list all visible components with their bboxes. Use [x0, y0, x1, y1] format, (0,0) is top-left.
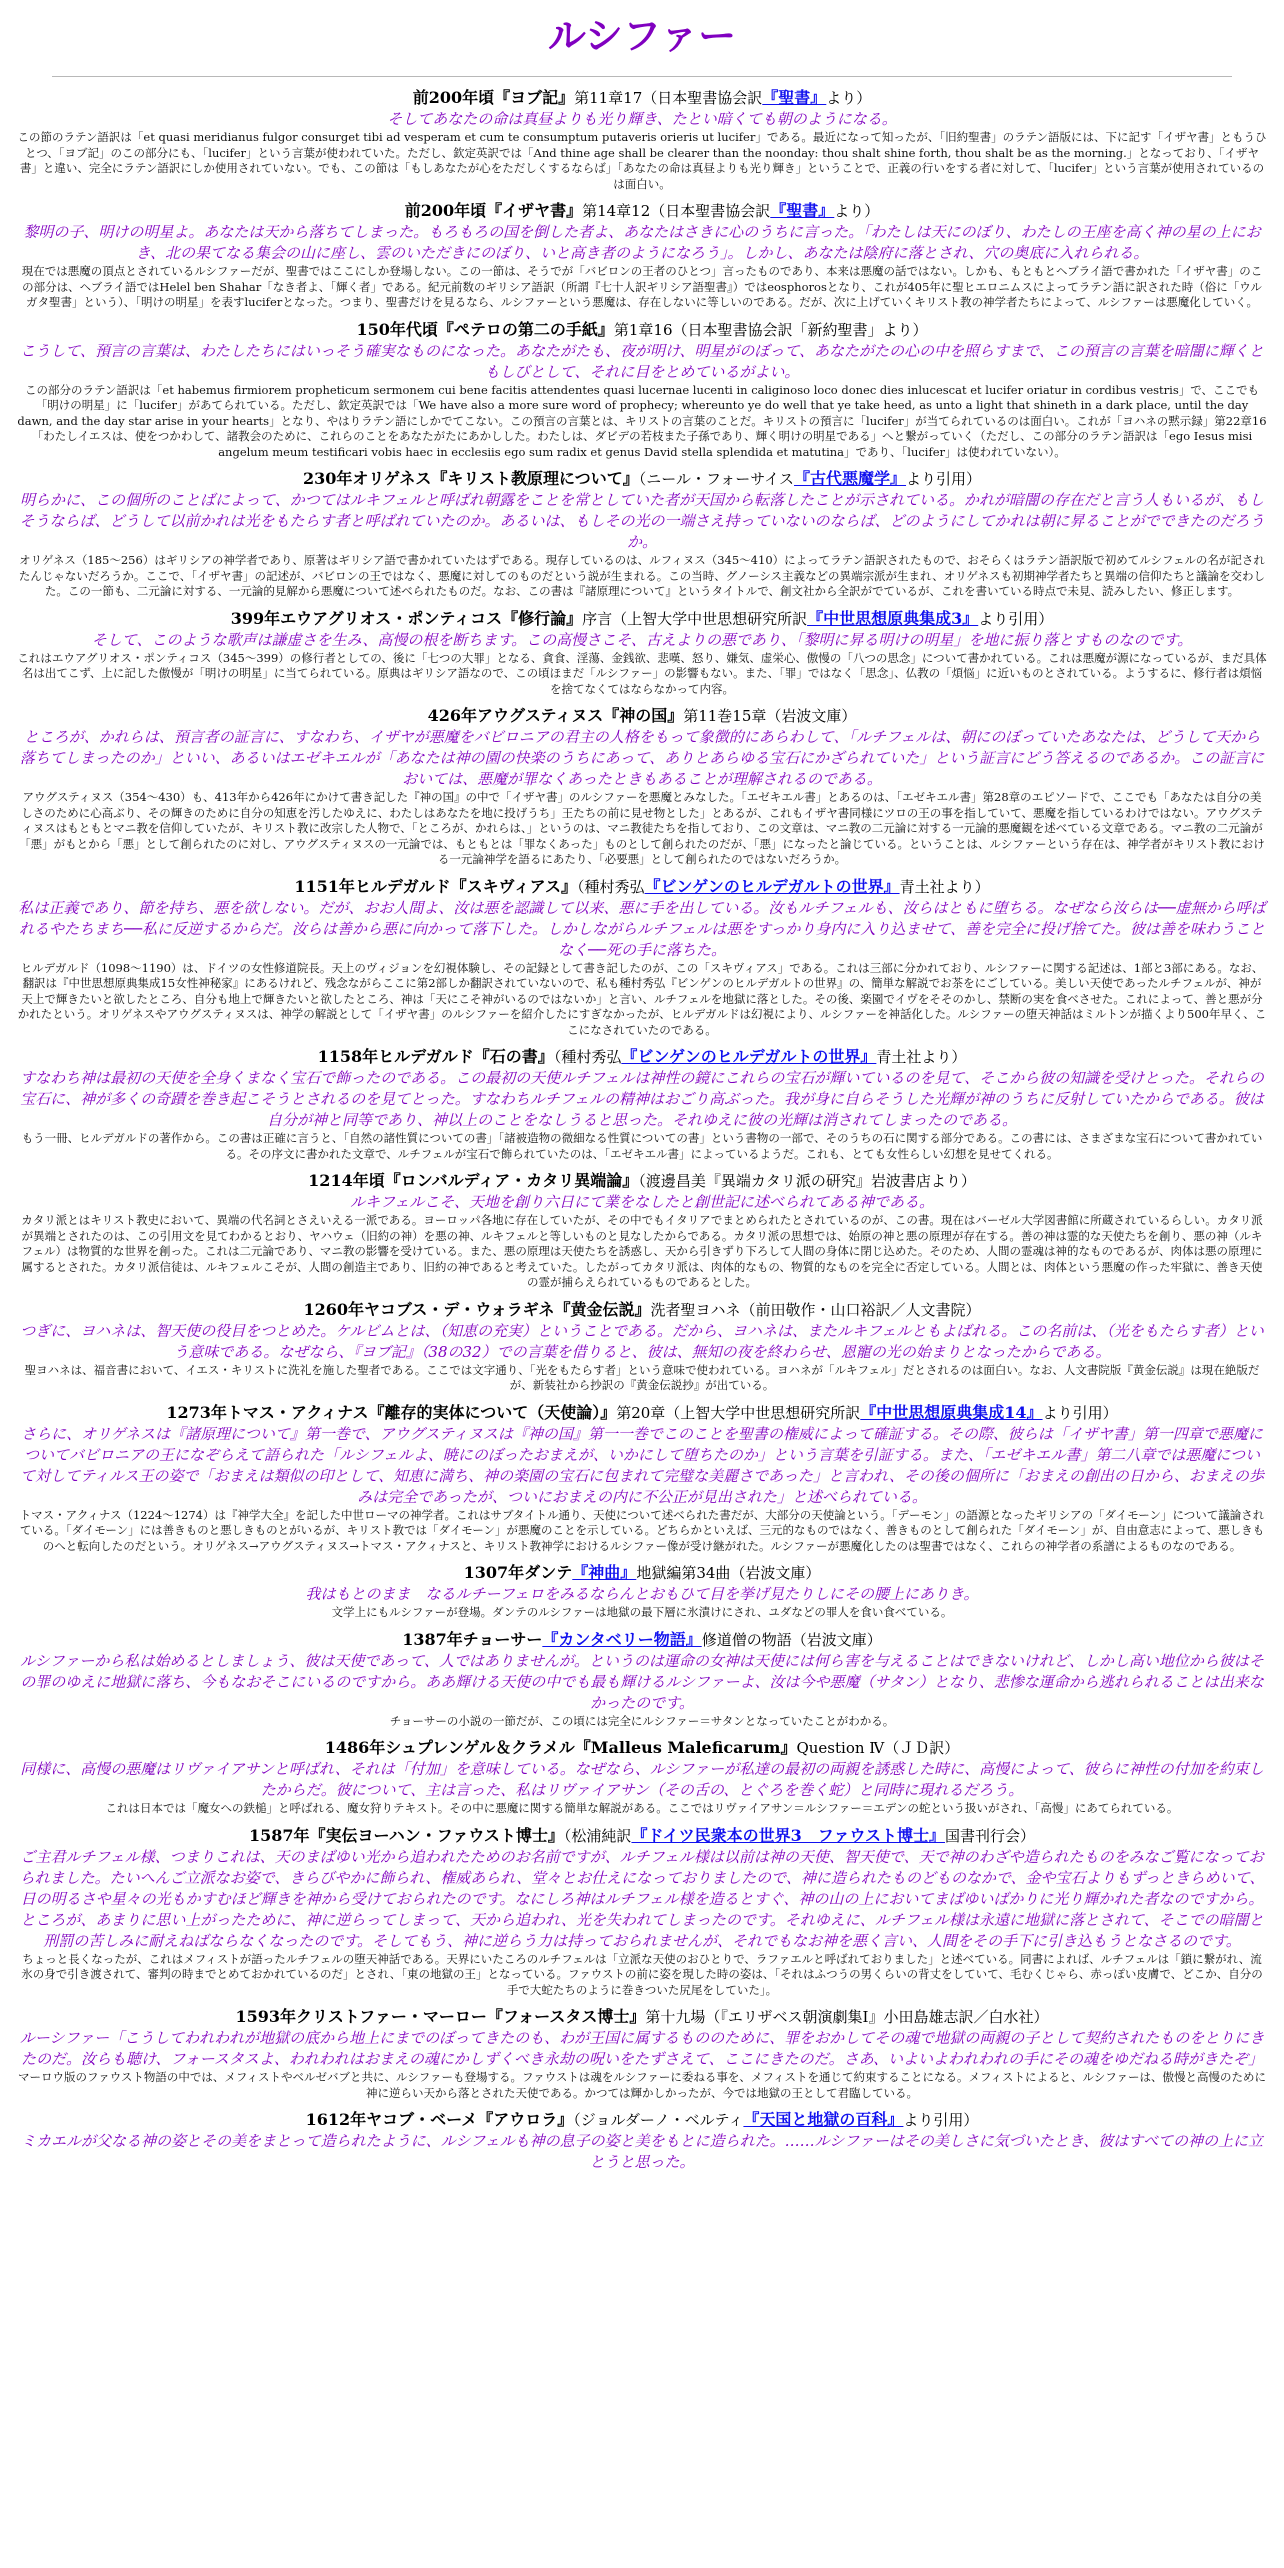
section-source-tail: 国書刊行会） [944, 1826, 1035, 1845]
section-entry [17, 2006, 1267, 2101]
section-quote: ミカエルが父なる神の姿とその美をまとって造られたように、ルシフェルも神の息子の姿と美をもとに造られた。……ルシファーはその美しさに気づいたとき、彼はすべての神の上に立とうと思った。 [20, 2132, 1263, 2171]
section-entry [17, 468, 1267, 600]
section-entry [17, 876, 1267, 1039]
source-link[interactable]: 『聖書』 [770, 201, 835, 220]
section-title: 1307年ダンテ [463, 1563, 573, 1582]
section-entry [17, 1299, 1267, 1394]
section-title: 前200年頃『ヨブ記』 [412, 88, 575, 107]
section-source-tail: より） [826, 89, 872, 107]
section-source: （ニール・フォーサイス [638, 470, 795, 488]
section-source: Question Ⅳ（ＪＤ訳） [796, 1739, 960, 1757]
section-source: 第十九場（『エリザベス朝演劇集Ⅰ』小田島雄志訳／白水社） [645, 2008, 1049, 2026]
section-commentary: チョーサーの小説の一節だが、この頃には完全にルシファー＝サタンとなっていたことがわかる。 [389, 1713, 895, 1728]
section-quote: つぎに、ヨハネは、智天使の役目をつとめた。ケルビムとは、（知恵の充実）ということである。だから、ヨハネは、またルキフェルともよばれる。この名前は、（光をもたらす者）という意味である。なぜなら、『ヨブ記』（38の32）での言葉を借りると、彼は、無知の夜を終わらせ、恩寵の光の始まりとなったからである。 [20, 1321, 1264, 1361]
section-quote: ルシファーから私は始めるとしましょう、彼は天使であって、人ではありませんが。というのは運命の女神は天使には何ら害を与えることはできないけれど、しかし高い地位から彼はその罪のゆえに地獄に落ち、今もなおそこにいるのですから。ああ輝ける天使の中でも最も輝けるルシファーよ、汝は今や悪魔（サタン）となり、悲惨な運命から逃れられることは出来なかったのです。 [20, 1651, 1264, 1712]
section-commentary: ヒルデガルド（1098〜1190）は、ドイツの女性修道院長。天上のヴィジョンを幻視体験し、その記録として書き記したのが、この「スキヴィアス」である。これは三部に分かれており、ルシファーに関する記述は、1部と3部にある。なお、翻訳は『中世思想原典集成15女性神秘家』にあるけれど、残念ながらここに第2部しか翻訳されていないので、私も種村秀弘『ビンゲンのヒルデガルトの世界』の、簡単な解説でお茶をにごしている。美しい天使であったルチフェルが、神が天上で輝きたいと欲したところ、自分も地上で輝きたいと欲したところ、神は「天にこそ神がいるのではないか」と言い、ルチフェルを地獄に落とした。その後、楽園でイヴをそそのかし、禁断の実を食べさせた。これによって、善と悪が分かれたという。オリゲネスやアウグスティヌスは、神学の解説として「イザヤ書」のルシファーを紹介したにすぎなかったが、ヒルデガルドは幻視により、ルシファーを神話化した。ルシファーの堕天神話はミルトンが描くより500年早く、ここになされていたのである。 [17, 960, 1267, 1037]
section-title: 1587年『実伝ヨーハン・ファウスト博士』 [248, 1825, 564, 1845]
section-heading [17, 1737, 1267, 1759]
page-title: ルシファー [547, 13, 737, 58]
section-source-tail: より引用） [978, 609, 1054, 628]
section-heading [17, 1629, 1267, 1651]
section-title: 1151年ヒルデガルド『スキヴィアス』 [294, 876, 578, 896]
sections-container [0, 87, 1284, 2173]
section-source-tail: より引用） [1042, 1403, 1118, 1422]
source-link[interactable]: 『古代悪魔学』 [794, 469, 907, 488]
section-title: 1273年トマス・アクィナス『離存的実体について（天使論）』 [166, 1402, 617, 1422]
section-source: （ジョルダーノ・ベルティ [573, 2111, 744, 2129]
section-quote: 明らかに、この個所のことばによって、かつてはルキフェルと呼ばれ朝露をことを常としていた者が天国から転落したことが示されている。かれが暗闇の存在だと言う人もいるが、もしそうならば、どうして以前かれは光をもたらす者と呼ばれていたのか。あるいは、もしその光の一端さえ持っていないのならば、どのようにしてかれは朝に昇ることがでできたのだろうか。 [19, 491, 1265, 551]
section-quote: そして、このような歌声は謙虚さを生み、高慢の根を断ちます。この高慢さこそ、古えよりの悪であり、「黎明に昇る明けの明星」を地に振り落とすものなのです。 [91, 630, 1193, 649]
section-heading [17, 1170, 1267, 1192]
section-heading [17, 468, 1267, 490]
section-source: 第1章16（日本聖書協会訳「新約聖書」より） [613, 320, 928, 339]
section-heading [17, 705, 1267, 727]
section-commentary: 文学上にもルシファーが登場。ダンテのルシファーは地獄の最下層に氷漬けにされ、ユダなどの罪人を食い食べている。 [331, 1605, 953, 1619]
section-quote: そしてあなたの命は真昼よりも光り輝き、たとい暗くても朝のようになる。 [387, 110, 897, 128]
section-entry [17, 1562, 1267, 1621]
section-title: 426年アウグスティヌス『神の国』 [427, 706, 684, 725]
section-heading [17, 1402, 1267, 1424]
section-source: （種村秀弘 [553, 1048, 622, 1066]
section-quote: すなわち神は最初の天使を全身くまなく宝石で飾ったのである。この最初の天使ルチフェルは神性の鏡にこれらの宝石が輝いているのを見て、そこから彼の知識を受けとった。それらの宝石に、神が多くの奇蹟を巻き起こそうとされるのを見てとった。すなわちルチフェルの精神はおごり高ぶった。我が身に自らそうした光輝が神のうちに反射していたからである。彼は自分が神と同等であり、神以上のことをなしうると思った。それゆえに彼の光輝は消されてしまったのである。 [20, 1069, 1264, 1129]
section-entry [17, 608, 1267, 698]
section-heading [17, 1825, 1267, 1847]
section-source: 第14章12（日本聖書協会訳 [582, 202, 771, 220]
section-commentary: アウグスティヌス（354〜430）も、413年から426年にかけて書き記した『神の国』の中で「イザヤ書」のルシファーを悪魔とみなした。「エゼキエル書」とあるのは、「エゼキエル書」第28章のエピソードで、ここでも「あなたは自分の美しさのために心高ぶり、その輝きのために自分の知恵を汚したゆえに、わたしはあなたを地に投げうち」王たちの前に見せ物とした」とあるが、これもイザヤ書同様にツロの王の事を指していて、悪魔を指しているわけではない。アウグスティヌスはもともとマニ教を信仰していたが、キリスト教に改宗した人物で、「ところが、かれらは、」というのは、マニ教徒たちを指しており、この文章は、マニ教の二元論に対する一元論的悪魔観を述べている文章である。マニ教の二元論が「悪」がもとから「悪」として創られたのに対し、アウグスティヌスの一元論では、もともとは「罪なくあった」ものとして創られたのだが、「悪」になったと論じている。ということは、ルシファーという存在は、神学者がキリスト教における一元論神学を語るにあたり、「必要悪」として創られたのではないだろうか。 [19, 790, 1265, 866]
section-entry [17, 1825, 1267, 1999]
source-link[interactable]: 『中世思想原典集成14』 [860, 1402, 1043, 1422]
source-link[interactable]: 『天国と地獄の百科』 [743, 2110, 904, 2129]
section-commentary: カタリ派とはキリスト教史において、異端の代名詞とさえいえる一派である。ヨーロッパ各地に存在していたが、その中でもイタリアでまとめられたとされているのが、この書。現在はバーゼル大学図書館に所蔵されているらしい。カタリ派が異端とされたのは、この引用文を見てわかるとおり、ヤハウェ（旧約の神）を悪の神、ルキフェルと等しいものと見なしたからである。カタリ派の思想では、始原の神と悪の原理が存在する。善の神は霊的な天使たちを創り、悪の神（ルキフェル）は物質的な世界を創った。これは二元論であり、マニ教の影響を受けている。また、悪の原理は天使たちを誘惑し、天から引きずり下ろして人間の身体に閉じ込めた。そのため、人間の霊魂は神的なものであるが、肉体は悪の原理に属するとされた。カタリ派信徒は、ルキフェルこそが、人間の創造主であり、旧約の神であると考えていた。したがってカタリ派は、肉体的なもの、物質的なものを完全に否定している。人間とは、肉体という悪魔の作った牢獄に、善き天使の霊が捕らえられているものであるとした。 [21, 1213, 1263, 1289]
section-title: 1387年チョーサー [402, 1629, 543, 1649]
section-commentary: マーロウ版のファウスト物語の中では、メフィストやベルゼバブと共に、ルシファーも登場する。ファウストは魂をルシファーに委ねる事を、メフィストを通じて約束することになる。メフィストによると、ルシファーは、傲慢と高慢のために神に逆らい天から落とされた天使である。かつては輝かしかったが、今では地獄の王として君臨している。 [17, 2070, 1267, 2100]
section-source: （松浦純訳 [563, 1826, 632, 1845]
section-quote: ところが、かれらは、預言者の証言に、すなわち、イザヤが悪魔をバビロニアの君主の人格をもって象徴的にあらわして、「ルチフェルは、朝にのぼっていたあなたは、どうして天から落ちてしまったのか」といい、あるいはエゼキエルが「あなたは神の園の快楽のうちにあって、ありとあらゆる宝石にかざられていた」という証言にどう答えるのであるか。この証言においては、悪魔が罪なくあったときもあることが理解されるのである。 [19, 728, 1265, 788]
section-commentary: ちょっと長くなったが、これはメフィストが語ったルチフェルの堕天神話である。天界にいたころのルチフェルは「立派な天使のおひとりで、ラファエルと呼ばれておりました」と述べている。同書によれば、ルチフェルは「鎖に繋がれ、流氷の身で引き渡されて、審判の時までとめておかれているのだ」とされ、「東の地獄の王」となっている。ファウストの前に姿を現した時の姿は、「それはふつうの男くらいの背丈をしていて、毛むくじゃら、赤っぽい皮膚で、どこか、自分の手で大蛇たちのように巻きついた尻尾をしていた」。 [21, 1951, 1263, 1997]
section-commentary: オリゲネス（185〜256）はギリシアの神学者であり、原著はギリシア語で書かれていたはずである。現存しているのは、ルフィヌス（345〜410）によってラテン語訳されたもので、おそらくはラテン語訳版で初めてルシフェルの名が記されたんじゃないだろうか。ここで、「イザヤ書」の記述が、バビロンの王ではなく、悪魔に対してのものだという説が生まれる。この当時、グノーシス主義などの異端宗派が生まれ、オリゲネスも初期神学者たちと異端の信仰たちと議論を交わした。この一節も、二元論に対する、一元論的見解から悪魔について述べられたものだ。なお、この書は『諸原理について』というタイトルで、創文社から全訳がでているが、これを書いている時点で未見、読みしたい、修正します。 [18, 553, 1266, 598]
section-entry [17, 1170, 1267, 1291]
section-heading [17, 200, 1267, 222]
section-title: 1214年頃『ロンバルディア・カタリ異端論』 [308, 1171, 639, 1190]
section-source-tail: 青土社より） [899, 877, 990, 896]
section-source: 洗者聖ヨハネ（前田敬作・山口裕訳／人文書院） [650, 1300, 981, 1319]
section-heading [17, 319, 1267, 341]
section-heading [17, 2109, 1267, 2131]
source-link[interactable]: 『神曲』 [572, 1563, 637, 1582]
section-source-tail: より） [834, 202, 880, 220]
section-title: 1486年シュプレンゲル＆クラメル『Malleus Maleficarum』 [324, 1738, 797, 1757]
section-entry [17, 87, 1267, 192]
section-title: 150年代頃『ペテロの第二の手紙』 [356, 319, 614, 339]
section-entry [17, 1737, 1267, 1817]
section-entry [17, 1629, 1267, 1730]
section-source: 序言（上智大学中世思想研究所訳 [582, 609, 808, 628]
source-link[interactable]: 『聖書』 [762, 88, 827, 107]
section-source: （渡邊昌美『異端カタリ派の研究』岩波書店より） [638, 1172, 976, 1190]
section-heading [17, 1562, 1267, 1584]
section-heading [17, 2006, 1267, 2028]
section-title: 前200年頃『イザヤ書』 [404, 201, 583, 220]
section-source-tail: 地獄編第34曲（岩波文庫） [636, 1564, 821, 1582]
section-source-tail: より引用） [906, 470, 982, 488]
section-commentary: これはエウアグリオス・ポンティコス（345〜399）の修行者としての、後に「七つの大罪」となる、貪食、淫蕩、金銭欲、悲嘆、怒り、嫌気、虚栄心、傲慢の「八つの思念」について書かれている。これは悪魔が源になっているが、まだ具体名は出てこず、上に記した傲慢が「明けの明星」に当てられている。原典はギリシア語なので、この頃ほまだ「ルシファー」の影響もない。また、「罪」ではなく「思念」、仏教の「煩悩」に近いものとされている。ようするに、修行者は煩悩を捨てなくてはならなかって内容。 [17, 650, 1267, 696]
section-heading [17, 1299, 1267, 1321]
section-title: 1612年ヤコブ・ベーメ『アウロラ』 [305, 2110, 574, 2129]
section-title: 1158年ヒルデガルド『石の書』 [317, 1047, 554, 1066]
section-commentary: これは日本では「魔女への鉄槌」と呼ばれる、魔女狩りテキスト。その中に悪魔に関する簡単な解説がある。ここではリヴァイアサン＝ルシファー＝エデンの蛇という扱いがされ、「高慢」にあてられている。 [105, 1801, 1179, 1815]
section-title: 1593年クリストファー・マーロー『フォースタス博士』 [235, 2007, 646, 2026]
section-quote: 私は正義であり、節を持ち、悪を欲しない。だが、おお人間よ、汝は悪を認識して以来、悪に手を出している。汝もルチフェルも、汝らはともに堕ちる。なぜなら汝らは──虚無から呼ばれるやたちまち──私に反逆するからだ。汝らは善から悪に向かって落下した。しかしながらルチフェルは悪をすっかり身内に入り込ませて、善を完全に投げ捨てた。彼は善を味わうことなく──死の手に落ちた。 [18, 898, 1266, 959]
section-title: 1260年ヤコブス・デ・ウォラギネ『黄金伝説』 [303, 1299, 651, 1319]
section-entry [17, 200, 1267, 311]
section-quote: 同様に、高慢の悪魔はリヴァイアサンと呼ばれ、それは「付加」を意味している。なぜなら、ルシファーが私達の最初の両親を誘惑した時に、高慢によって、彼らに神性の付加を約束したからだ。彼について、主は言った、私はリヴァイアサン（その舌の、とぐろを巻く蛇）と同時に現れるだろう。 [20, 1760, 1264, 1799]
section-source-tail: 修道僧の物語（岩波文庫） [701, 1630, 882, 1649]
section-source: 第11章17（日本聖書協会訳 [574, 89, 763, 107]
source-link[interactable]: 『カンタベリー物語』 [542, 1629, 702, 1649]
section-commentary: トマス・アクィナス（1224〜1274）は『神学大全』を記した中世ローマの神学者。これはサブタイトル通り、天使について述べられた書だが、大部分の天使論という。「デーモン」の語源となったギリシアの「ダイモーン」について議論されている。「ダイモーン」には善きものと悪しきものとがいるが、キリスト教では「ダイモーン」が悪魔のことを示している。どちらかといえば、三元的なものではなく、善きものとして創られた「ダイモーン」が、自由意志によって、悪しきものへと転向したのだという。オリゲネス→アウグスティヌス→トマス・アクィナスと、キリスト教神学におけるルシファー像が受け継がれた。ルシファーが悪魔化したのは聖書ではなく、これらの神学者の系譜によるものなのである。 [19, 1507, 1265, 1553]
section-source-tail: 青土社より） [876, 1048, 967, 1066]
section-commentary: この節のラテン語訳は「et quasi meridianus fulgor consurget tibi ad vesperam et cum te consumptum putaveris orieris ut lucifer」である。最近になって知ったが、「旧約聖書」のラテン語版には、下に記す「イザヤ書」ともうひとつ、「ヨブ記」のこの部分にも、「lucifer」という言葉が使われていた。ただし、欽定英訳では「And thine age shall be clearer than the noonday: thou shalt shine forth, thou shalt be as the morning.」となっており、「イザヤ書」と違い、完全にラテン語訳にしか使用されていない。でも、この節は「もしあなたが心をただしくするならば」「あなたの命は真昼よりも光り輝き」ということで、正義の行いをする者に対して、「lucifer」という言葉が使用されているのは面白い。 [17, 130, 1267, 191]
section-entry [17, 319, 1267, 461]
section-source-tail: より引用） [903, 2111, 979, 2129]
section-entry [17, 705, 1267, 868]
section-entry [17, 1046, 1267, 1162]
section-entry [17, 1402, 1267, 1555]
section-heading [17, 1046, 1267, 1068]
section-source: 第11巻15章（岩波文庫） [683, 707, 857, 725]
section-title: 399年エウアグリオス・ポンティコス『修行論』 [230, 608, 583, 628]
section-quote: さらに、オリゲネスは『諸原理について』第一巻で、アウグスティヌスは『神の国』第一一巻でこのことを聖書の権威によって確証する。その際、彼らは「イザヤ書」第一四章で悪魔についてバビロニアの王になぞらえて語られた「ルシフェルよ、暁にのぼったおまえが、いかにして堕ちたのか」という言葉を引証する。また、「エゼキエル書」第二八章では悪魔について対してティルス王の姿で「おまえは類似の印として、知恵に満ち、神の楽園の宝石に包まれて完璧な美麗さであった」と言われ、その後の個所に「おまえの創出の日から、おまえの歩みは完全であったが、ついにおまえの内に不公正が見出された」と述べられている。 [20, 1424, 1264, 1506]
section-quote: こうして、預言の言葉は、わたしたちにはいっそう確実なものになった。あなたがたも、夜が明け、明星がのぼって、あなたがたの心の中を照らすまで、この預言の言葉を暗闇に輝くともしびとして、それに目をとめているがよい。 [20, 341, 1264, 381]
section-commentary: この部分のラテン語訳は「et habemus firmiorem propheticum sermonem cui bene facitis attendentes quasi lucernae lucenti in caliginoso loco donec dies inlucescat et lucifer oriatur in cordibus vestris」で、ここでも「明けの明星」に「lucifer」があてられている。ただし、欽定英訳では「We have also a more sure word of prophecy; whereunto ye do well that ye take heed, as unto a light that shineth in a dark place, until the day dawn, and the day star arise in your hearts」となり、やはりラテン語にしかでてこない。この預言の言葉とは、キリストの言葉のことだ。キリストの預言に「lucifer」が当てられているのは面白い。これが「ヨハネの黙示録」第22章16「わたしイエスは、使をつかわして、諸教会のために、これらのことをあなたがたにあかしした。わたしは、ダビデの若枝また子孫であり、輝く明けの明星である」へと繋がっていく（ただし、この部分のラテン語訳は「ego Iesus misi angelum meum testificari vobis haec in ecclesiis ego sum radix et genus David stella splendida et matutina」であり、「lucifer」は使われていない）。 [17, 382, 1267, 459]
source-link[interactable]: 『ドイツ民衆本の世界3 ファウスト博士』 [631, 1825, 945, 1845]
source-link[interactable]: 『ビンゲンのヒルデガルトの世界』 [621, 1047, 877, 1066]
section-commentary: もう一冊、ヒルデガルドの著作から。この書は正確に言うと、「自然の諸性質についての書」「諸被造物の微細なる性質についての書」という書物の一部で、そのうちの石に関する部分である。この書には、さまざまな宝石について書かれている。その序文に書かれた文章で、ルチフェルが宝石で飾られていたのは、「エゼキエル書」によっているようだ。これも、とても女性らしい幻想を見せてくれる。 [21, 1131, 1263, 1161]
section-entry [17, 2109, 1267, 2173]
section-quote: ルーシファー「こうしてわれわれが地獄の底から地上にまでのぼってきたのも、わが王国に属するもののために、罪をおかしてその魂で地獄の両親の子として契約されたものをとりにきたのだ。汝らも聴け、フォースタスよ、われわれはおまえの魂にかしずくべき永劫の呪いをたずさえて、ここにきたのだ。さあ、いよいよわれわれの手にその魂をゆだねる時がきたぞ」 [19, 2029, 1265, 2068]
section-commentary: 聖ヨハネは、福音書において、イエス・キリストに洗礼を施した聖者である。ここでは文字通り、「光をもたらす者」という意味で使われている。ヨハネが「ルキフェル」だとされるのは面白い。なお、人文書院版『黄金伝説』は現在絶版だが、新装社から抄訳の『黄金伝説抄』が出ている。 [24, 1362, 1260, 1392]
section-quote: ご主君ルチフェル様、つまりこれは、天のまばゆい光から追われたためのお名前ですが、ルチフェル様は以前は神の天使、智天使で、天で神のわざや造られたものをみなご覧になっておられました。たいへんご立派なお姿で、きらびやかに飾られ、権威あられ、堂々とお仕えになっておりましたので、神に造られたものどものなかで、金や宝石よりもずっときらめいて、日の明るさや星々の光もかすむほど輝きを神から受けておられたのです。なにしろ神はルチフェル様を造るとすぐ、神の山の上においてまばゆいばかりに光り輝かれた者なのですから。ところが、あまりに思い上がったために、神に逆らってしまって、天から追われ、光を失われてしまったのです。それゆえに、ルチフェル様は永遠に地獄に落とされて、そこでの暗闇と刑罰の苦しみに耐えねばならなくなったのです。そしてもう、神に逆らう力は持っておられませんが、それでもなお神を悪く言い、人間をその手下に引き込もうとなさるのです。 [19, 1847, 1265, 1950]
section-heading [17, 87, 1267, 109]
section-source: 第20章（上智大学中世思想研究所訳 [616, 1403, 861, 1422]
source-link[interactable]: 『ビンゲンのヒルデガルトの世界』 [644, 876, 900, 896]
source-link[interactable]: 『中世思想原典集成3』 [807, 608, 979, 628]
section-heading [17, 608, 1267, 630]
section-commentary: 現在では悪魔の頂点とされているルシファーだが、聖書ではここにしか登場しない。この一節は、そうでが「バビロンの王者のひとつ」言ったものであり、本来は悪魔の話ではない。しかも、もともとヘブライ語で書かれた「イザヤ書」のこの部分は、ヘブライ語ではHelel ben Shahar「なき者よ、「輝く者」である。紀元前数のギリシア語訳（所謂『七十人訳ギリシア語聖書』）ではeosphorosとなり、これが405年に聖ヒエロニムスによってラテン語に訳された時（俗に「ウルガタ聖書」という）、「明けの明星」を表すluciferとなった。つまり、聖書だけを見るなら、ルシファーという悪魔は、存在しないに等しいのである。だが、次に上げていくキリスト教の神学者たちによって、ルシファーは悪魔化していく。 [21, 264, 1263, 309]
title-divider [52, 76, 1232, 77]
section-quote: 黎明の子、明けの明星よ。あなたは天から落ちてしまった。もろもろの国を倒した者よ、あなたはさきに心のうちに言った。「わたしは天にのぼり、わたしの王座を高く神の星の上におき、北の果てなる集会の山に座し、雲のいただきにのぼり、いと高き者のようになろう」。しかし、あなたは陰府に落とされ、穴の奥底に入れられる。 [23, 223, 1261, 262]
section-heading [17, 876, 1267, 898]
section-quote: 我はもとのまま なるルチーフェロをみるならんとおもひて目を挙げ見たりしにその腰上にありき。 [305, 1585, 979, 1603]
section-title: 230年オリゲネス『キリスト教原理について』 [302, 469, 639, 488]
section-quote: ルキフェルこそ、天地を創り六日にて業をなしたと創世記に述べられてある神である。 [350, 1193, 934, 1211]
section-source: （種村秀弘 [577, 877, 645, 896]
